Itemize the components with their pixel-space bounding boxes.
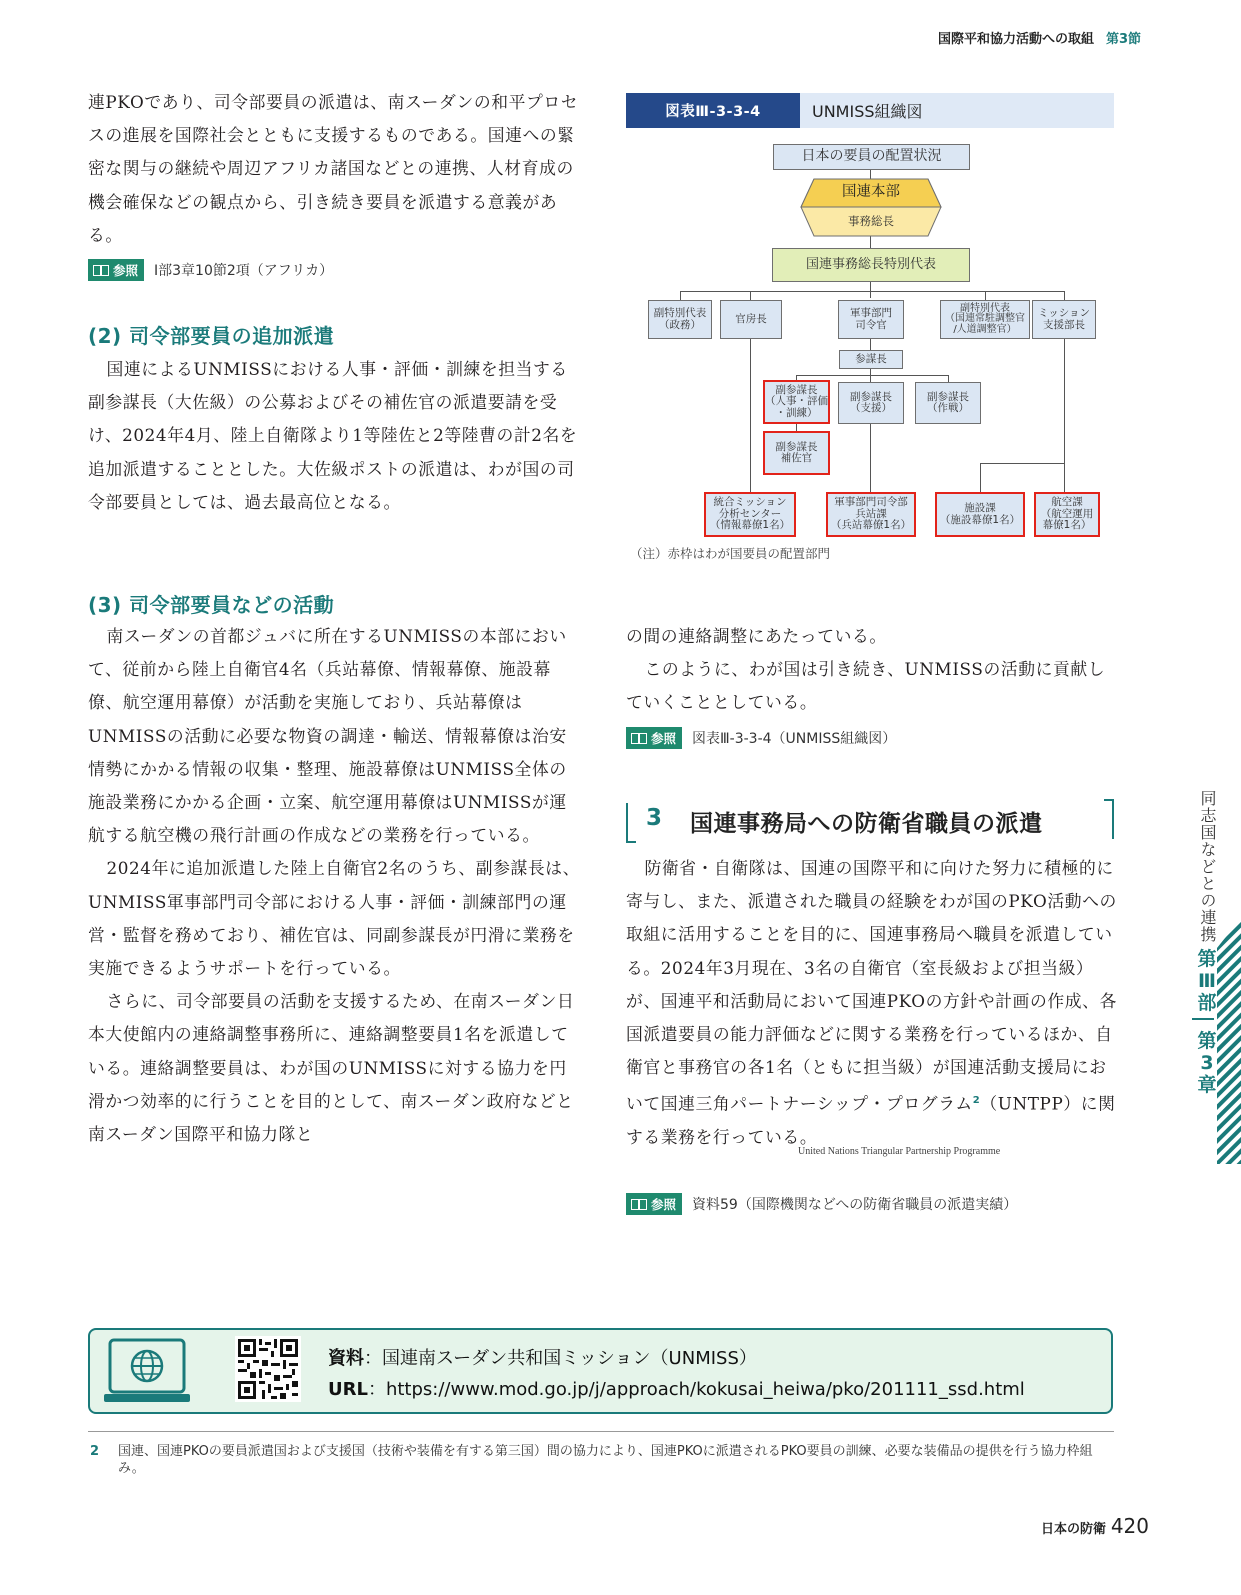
reference-text: 図表Ⅲ-3-3-4（UNMISS組織図） [692, 731, 897, 747]
sidebar-vertical-title: 同志国などとの連携 [1198, 790, 1217, 943]
paragraph-3: 南スーダンの首都ジュバに所在するUNMISSの本部において、従前から陸上自衛官4名（兵站幕僚、情報幕僚、施設幕僚、航空運用幕僚）が活動を実施しており、兵站幕僚はUNMISSの活動に必要な物資の調達・輸送、情報幕僚は治安情勢にかかる情報の収集・整理、施設幕僚はUNMISS全体の施設業務にかかる企画・立案、航空運用幕僚はUNMISSが運航する航空機の飛行計画の作成などの業務を行っている。 2024年に追加派遣した陸上自衛官2名のうち、副参謀長は、UNMISS軍事部門司令部における人事・評価・訓練部門の運営・監督を務めており、補佐官は、同副参謀長が円滑に業務を実施できるようサポートを行っている。 さらに、司令部要員の活動を支援するため、在南スーダン日本大使館内の連絡調整事務所に、連絡調整要員1名を派遣している。連絡調整要員は、わが国のUNMISSに対する協力を円滑かつ効率的に行うことを目的として、南スーダン政府などと南スーダン国際平和協力隊と [88, 626, 581, 1145]
un-hq-label: 国連本部 [842, 184, 900, 200]
logistics-box: 軍事部門司令部 兵站課 （兵站幕僚1名） [826, 492, 916, 537]
right-paragraph-1: の間の連絡調整にあたっている。 このように、わが国は引き続き、UNMISSの活動に貢献していくこととしている。 [626, 626, 1106, 713]
aviation-box: 航空課 （航空運用 幕僚1名） [1034, 492, 1100, 537]
dcos-assistant-box: 副参謀長 補佐官 [763, 431, 830, 475]
mission-support-box: ミッション 支援部長 [1032, 300, 1096, 339]
reference-badge: 参照 [626, 1193, 682, 1215]
footnote-divider [88, 1431, 1114, 1432]
right-paragraph-2: 防衛省・自衛隊は、国連の国際平和に向けた努力に積極的に寄与し、また、派遣された職員の経験をわが国のPKO活動への取組に活用することを目的に、国連事務局へ職員を派遣している。2024年3月現在、3名の自衛官（室長級および担当級）が、国連平和活動局において国連PKOの方針や計画の作成、各国派遣要員の能力評価などに関する業務を行っているほか、自衛官と事務官の各1名（ともに担当級）が国連活動支援局において国連三角パートナーシップ・プログラム$^2$（UNTPP）に関する業務を行っている。 [626, 858, 1117, 1148]
resource-url-link[interactable]: ：https://www.mod.go.jp/j/approach/kokusai_heiwa/pko/201111_ssd.html [367, 1379, 1025, 1400]
figure-title-bar [626, 93, 1114, 128]
intro-paragraph: 連PKOであり、司令部要員の派遣は、南スーダンの和平プロセスの進展を国際社会とともに支援するものである。国連への緊密な関与の継続や周辺アフリカ諸国などとの連携、人材育成の機会確保などの観点から、引き続き要員を派遣する意義がある。 [88, 92, 579, 245]
srsg-box: 国連事務総長特別代表 [772, 248, 970, 282]
dsrsg-political-box: 副特別代表 （政務） [648, 300, 712, 339]
figure-tag: 図表Ⅲ-3-3-4 [626, 93, 800, 128]
footnote-text: 国連、国連PKOの要員派遣国および支援国（技術や装備を有する第三国）間の協力により、国連PKOに派遣されるPKO要員の訓練、必要な装備品の提供を行う協力枠組み。 [118, 1444, 1093, 1476]
dsrsg-rc-box: 副特別代表 （国連常駐調整官 /人道調整官） [940, 300, 1030, 339]
military-chief-of-staff-box: 参謀長 [839, 350, 903, 369]
figure-note: （注）赤枠はわが国要員の配置部門 [630, 546, 831, 561]
resource-url-line[interactable]: URL：https://www.mod.go.jp/j/approach/kokusai_heiwa/pko/201111_ssd.html [328, 1379, 1025, 1400]
dcos-support-box: 副参謀長 （支援） [838, 382, 904, 424]
figure-title: UNMISS組織図 [812, 102, 923, 121]
jmac-box: 統合ミッション 分析センター （情報幕僚1名） [704, 492, 796, 537]
running-header [938, 28, 1141, 47]
qr-code-icon[interactable] [235, 1336, 301, 1402]
footnote-number: 2 [90, 1444, 100, 1459]
sidebar-part: 第 Ⅲ 部 [1197, 948, 1217, 1014]
footnote [88, 1443, 1118, 1477]
computer-globe-icon [104, 1338, 190, 1404]
sidebar-divider [1192, 1018, 1214, 1020]
secretary-general-label: 事務総長 [848, 214, 894, 228]
page-number: 420 [1110, 1514, 1149, 1538]
publication-name: 日本の防衛 [1040, 1522, 1106, 1537]
book-icon [631, 733, 647, 744]
resource-box [88, 1328, 1113, 1414]
chief-of-staff-box: 官房長 [720, 300, 782, 339]
force-commander-box: 軍事部門 司令官 [838, 300, 904, 339]
dcos-operations-box: 副参謀長 （作戦） [915, 382, 981, 424]
reference-text: 資料59（国際機関などへの防衛省職員の派遣実績） [692, 1197, 1018, 1213]
dcos-personnel-box: 副参謀長 （人事・評価 ・訓練） [763, 380, 830, 424]
book-icon [631, 1199, 647, 1210]
paragraph-2: 国連によるUNMISSにおける人事・評価・訓練を担当する副参謀長（大佐級）の公募およびその補佐官の派遣要請を受け、2024年4月、陸上自衛隊より1等陸佐と2等陸曹の計2名を追加派遣することとした。大佐級ポストの派遣は、わが国の司令部要員としては、過去最高位となる。 [88, 359, 578, 512]
engineering-box: 施設課 （施設幕僚1名） [935, 492, 1025, 537]
reference-1[interactable] [88, 259, 333, 281]
reference-text: Ⅰ部3章10節2項（アフリカ） [154, 263, 334, 279]
footnote-marker[interactable]: 2 [972, 1095, 981, 1107]
sidebar-chapter: 第 3 章 [1197, 1030, 1217, 1096]
untpp-gloss: United Nations Triangular Partnership Programme [798, 1146, 1001, 1157]
section-number: 3 [646, 805, 663, 831]
reference-badge: 参照 [88, 259, 144, 281]
reference-3[interactable] [626, 1193, 1017, 1215]
reference-badge: 参照 [626, 727, 682, 749]
reference-2[interactable] [626, 727, 896, 749]
section-label: 第3節 [1105, 32, 1141, 47]
subheading-2: (2) 司令部要員の追加派遣 [88, 324, 335, 348]
resource-title-line: 資料：国連南スーダン共和国ミッション（UNMISS） [328, 1348, 757, 1369]
legend-box: 日本の要員の配置状況 [773, 144, 970, 170]
section-title: 国連事務局への防衛省職員の派遣 [690, 811, 1043, 837]
chapter-title: 国際平和協力活動への取組 [937, 32, 1094, 47]
section-3-heading [626, 799, 1114, 841]
subheading-3: (3) 司令部要員などの活動 [88, 593, 335, 617]
book-icon [93, 265, 109, 276]
